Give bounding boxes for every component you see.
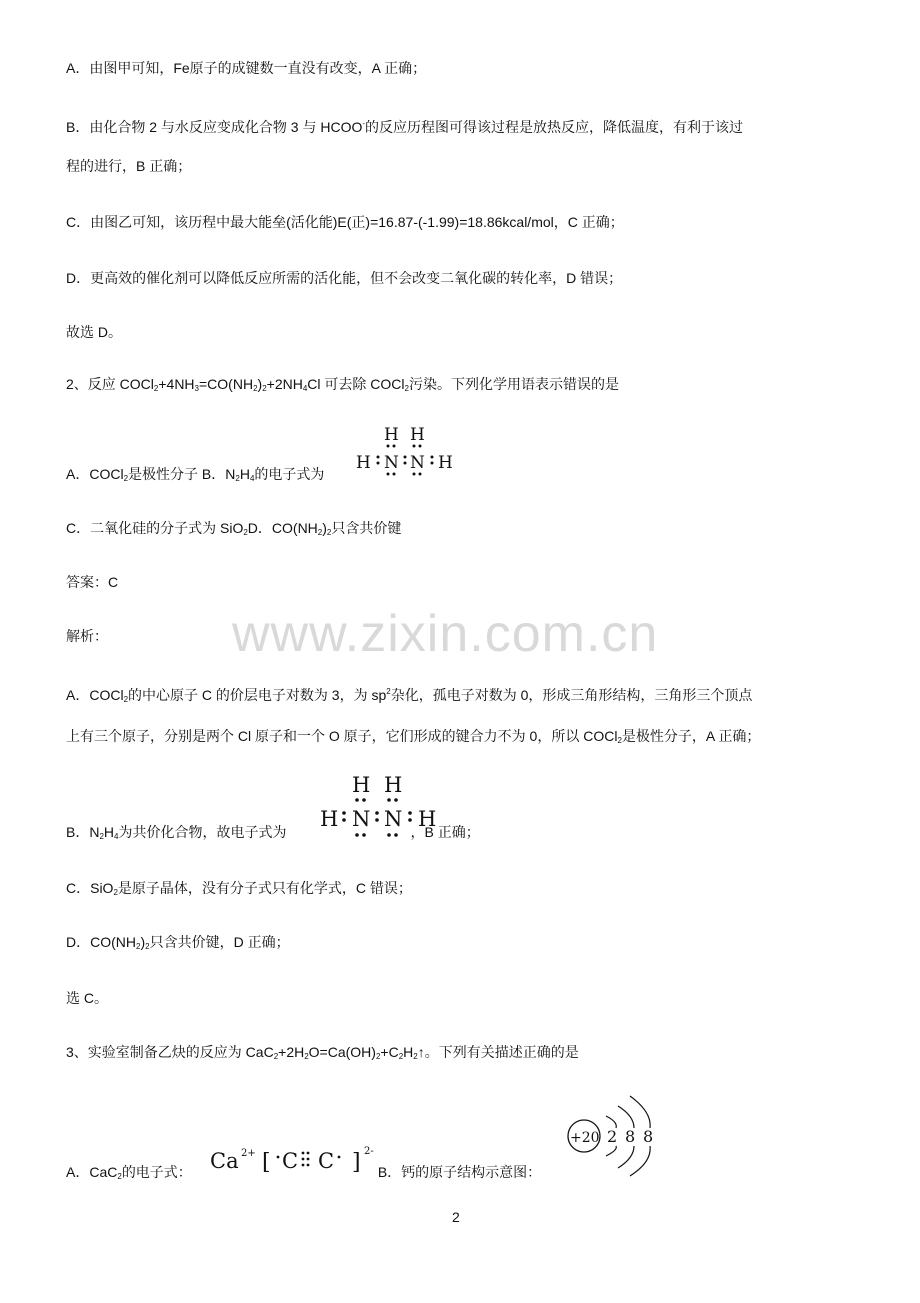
carbon-atom: C xyxy=(318,1149,335,1173)
subscript: 2 xyxy=(326,528,332,537)
shell-electrons: 2 xyxy=(607,1127,618,1146)
nucleus-charge: +20 xyxy=(570,1130,600,1146)
subscript: 2 xyxy=(235,474,240,483)
text-segment: A．CaC xyxy=(66,1164,118,1180)
shell-electrons: 8 xyxy=(643,1127,654,1146)
subscript: 2 xyxy=(117,1172,122,1181)
text-segment: H xyxy=(103,824,115,840)
text-segment: ) xyxy=(322,520,327,536)
nitrogen-atom: N xyxy=(384,807,403,831)
analysis-conclusion: 选 C。 xyxy=(66,990,108,1006)
calcium-symbol: Ca xyxy=(210,1149,239,1173)
text-segment: B．由化合物 2 与水反应变成化合物 3 与 HCOO xyxy=(66,119,363,135)
charge-label: 2+ xyxy=(241,1148,256,1159)
text-segment: +C xyxy=(380,1044,399,1060)
subscript: 2 xyxy=(113,888,118,897)
hydrogen-atom: H xyxy=(418,807,437,831)
subscript: 4 xyxy=(302,384,308,393)
question-2-option-ab xyxy=(66,464,324,489)
text-segment: 只含共价键 xyxy=(331,520,402,536)
superscript: 2 xyxy=(386,687,391,696)
hydrogen-atom: H xyxy=(438,453,453,473)
analysis-c-line xyxy=(66,878,412,903)
subscript: 2 xyxy=(304,1052,309,1061)
subscript: 2 xyxy=(398,1052,404,1061)
text-segment: ) xyxy=(257,376,263,392)
question-2-option-cd xyxy=(66,518,401,543)
subscript: 2 xyxy=(253,384,258,393)
close-bracket: ] xyxy=(352,1150,361,1175)
text-segment: 污染。下列化学用语表示错误的是 xyxy=(408,376,619,392)
question-2-stem xyxy=(66,374,619,399)
text-segment: ↑。下列有关描述正确的是 xyxy=(417,1044,579,1060)
hydrogen-atom: H xyxy=(384,425,399,445)
analysis-a-line-1 xyxy=(66,682,752,710)
text-segment: 的电子式为 xyxy=(254,466,325,482)
choice-conclusion: 故选 D。 xyxy=(66,324,122,340)
answer-text: 答案：C xyxy=(66,574,119,590)
subscript: 2 xyxy=(262,384,267,393)
text-segment: 杂化，孤电子对数为 0，形成三角形结构，三角形三个顶点 xyxy=(390,687,753,703)
text-segment: 是极性分子，A 正确； xyxy=(621,728,761,744)
text-segment: 上有三个原子，分别是两个 Cl 原子和一个 O 原子，它们形成的键合力不为 0，所以 COCl xyxy=(66,728,618,744)
text-segment: ，B 正确； xyxy=(410,824,480,840)
watermark: www.zixin.com.cn xyxy=(232,605,659,663)
nitrogen-atom: N xyxy=(384,453,399,473)
text-segment: 是原子晶体，没有分子式只有化学式，C 错误； xyxy=(117,880,412,896)
text-segment: +2NH xyxy=(266,376,303,392)
option-b-text xyxy=(66,114,743,137)
hydrogen-atom: H xyxy=(352,773,371,797)
text-segment: 为共价化合物，故电子式为 xyxy=(118,824,287,840)
subscript: 2 xyxy=(617,736,622,745)
subscript: 4 xyxy=(114,832,119,841)
shell-electrons: 8 xyxy=(625,1127,636,1146)
text-segment xyxy=(66,1164,192,1180)
hydrogen-atom: H xyxy=(384,773,403,797)
subscript: 2 xyxy=(145,942,150,951)
subscript: 2 xyxy=(317,528,323,537)
superscript: - xyxy=(362,119,366,128)
option-c-text: C．由图乙可知，该历程中最大能垒(活化能)E(正)=16.87-(-1.99)=18.86kcal/mol，C 正确； xyxy=(66,214,624,230)
text-segment: 3、实验室制备乙炔的反应为 CaC xyxy=(66,1044,274,1060)
subscript: 2 xyxy=(375,1052,381,1061)
text-segment: D．CO(NH xyxy=(247,520,318,536)
text-segment: 的中心原子 C 的价层电子对数为 3，为 sp xyxy=(128,687,387,703)
text-segment: +4NH xyxy=(158,376,195,392)
question-3-stem xyxy=(66,1042,579,1067)
text-segment: H xyxy=(239,466,250,482)
option-a-text: A．由图甲可知，Fe原子的成键数一直没有改变，A 正确； xyxy=(66,60,427,76)
text-segment: C．二氧化硅的分子式为 SiO xyxy=(66,520,244,536)
text-segment: +2H xyxy=(278,1044,305,1060)
text-segment: A．COCl xyxy=(66,687,124,703)
hydrogen-atom: H xyxy=(320,807,339,831)
text-segment: D．CO(NH xyxy=(66,934,136,950)
text-segment xyxy=(66,824,286,840)
subscript: 2 xyxy=(153,384,159,393)
subscript: 2 xyxy=(99,832,104,841)
text-segment: Cl 可去除 COCl xyxy=(307,376,405,392)
subscript: 3 xyxy=(194,384,199,393)
analysis-label: 解析： xyxy=(66,628,108,644)
analysis-a-line-2 xyxy=(66,726,760,751)
charge-label: 2- xyxy=(364,1146,374,1157)
hydrazine-electron-formula-small xyxy=(354,424,454,480)
option-b-continuation: 程的进行，B 正确； xyxy=(66,158,192,174)
text-segment: B．钙的原子结构示意图： xyxy=(377,1164,542,1180)
subscript: 2 xyxy=(123,474,129,483)
text-segment: B．N xyxy=(66,824,100,840)
analysis-d-line xyxy=(66,932,290,957)
hydrogen-atom: H xyxy=(410,425,425,445)
subscript: 2 xyxy=(273,1052,279,1061)
nitrogen-atom: N xyxy=(410,453,425,473)
subscript: 2 xyxy=(404,384,409,393)
hydrogen-atom: H xyxy=(356,453,371,473)
text-segment: ) xyxy=(140,934,146,950)
subscript: 2 xyxy=(413,1052,418,1061)
cac2-electron-formula xyxy=(208,1140,384,1180)
option-d-text: D．更高效的催化剂可以降低反应所需的活化能，但不会改变二氧化碳的转化率，D 错误； xyxy=(66,270,623,286)
hydrazine-electron-formula-large xyxy=(318,772,444,840)
text-segment: C．SiO xyxy=(66,880,114,896)
text-segment: 的反应历程图可得该过程是放热反应，降低温度，有利于该过 xyxy=(365,119,744,135)
text-segment: H xyxy=(403,1044,414,1060)
subscript: 2 xyxy=(243,528,248,537)
text-segment: 只含共价键，D 正确； xyxy=(149,934,290,950)
page-number: 2 xyxy=(452,1209,460,1225)
subscript: 2 xyxy=(123,695,129,704)
text-segment: =CO(NH xyxy=(199,376,254,392)
text-segment: A．COCl xyxy=(66,466,124,482)
carbon-atom: C xyxy=(282,1149,299,1173)
nitrogen-atom: N xyxy=(352,807,371,831)
text-segment: O=Ca(OH) xyxy=(308,1044,376,1060)
text-segment: 的电子式： xyxy=(121,1164,192,1180)
text-segment: 是极性分子 B．N xyxy=(128,466,236,482)
subscript: 4 xyxy=(249,474,255,483)
text-segment: 2、反应 COCl xyxy=(66,376,154,392)
open-bracket: [ xyxy=(262,1150,271,1175)
calcium-atom-structure-diagram xyxy=(562,1094,666,1178)
subscript: 2 xyxy=(136,942,141,951)
